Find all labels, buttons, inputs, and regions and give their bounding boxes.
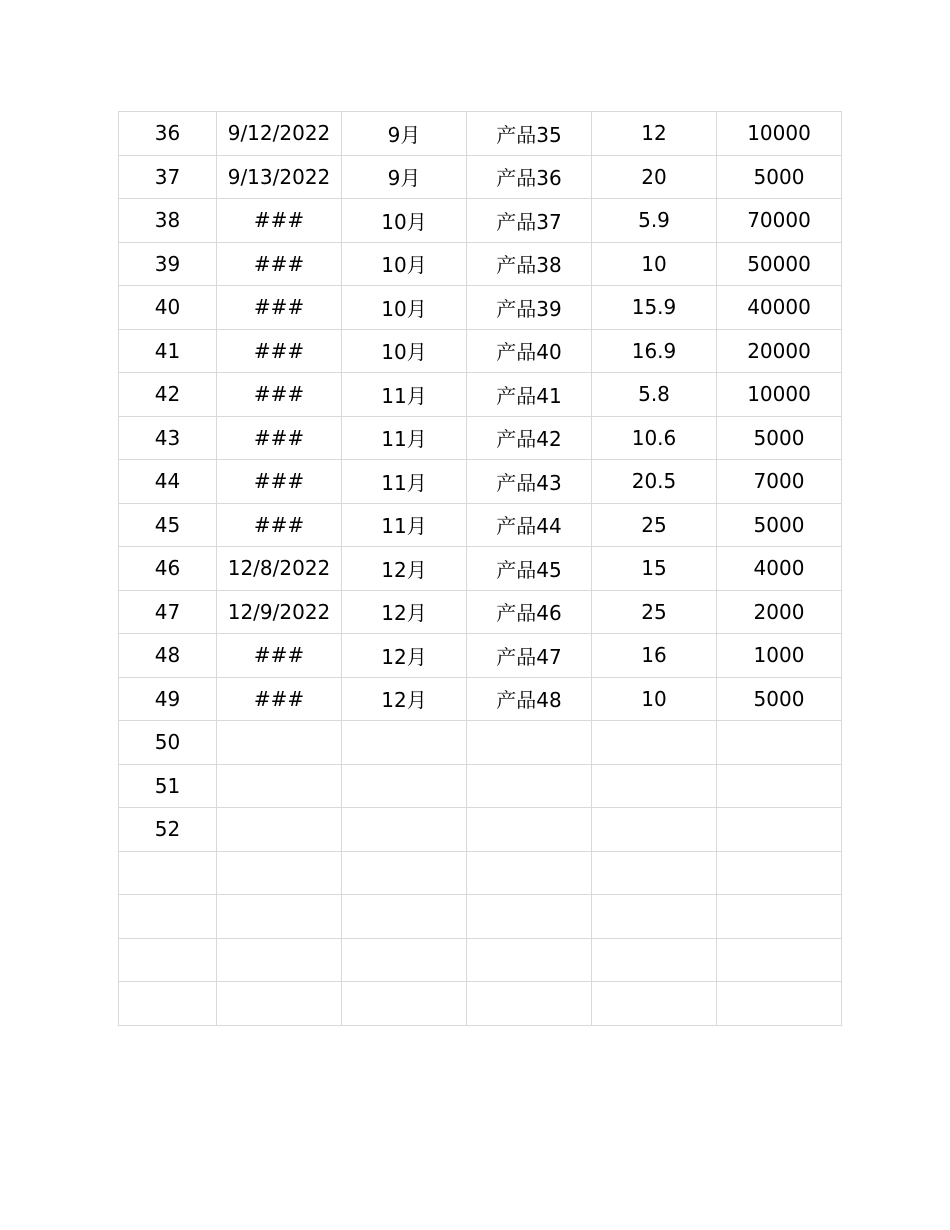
table-row [119,677,842,721]
product-cell: 产品48 [467,677,592,721]
row-index-cell: 48 [119,634,217,678]
quantity-cell: 5000 [717,416,842,460]
quantity-cell: 20000 [717,329,842,373]
date-cell: 12/8/2022 [217,547,342,591]
price-cell [592,895,717,939]
price-cell: 15.9 [592,286,717,330]
row-index-cell: 39 [119,242,217,286]
month-cell: 12月 [342,547,467,591]
product-cell [467,764,592,808]
quantity-cell: 4000 [717,547,842,591]
row-index-cell: 46 [119,547,217,591]
row-index-cell [119,895,217,939]
date-cell: ### [217,242,342,286]
price-cell: 10 [592,677,717,721]
month-cell: 9月 [342,155,467,199]
product-cell [467,938,592,982]
date-cell: ### [217,416,342,460]
row-index-cell: 49 [119,677,217,721]
product-cell: 产品38 [467,242,592,286]
table-row [119,590,842,634]
month-cell: 11月 [342,503,467,547]
date-cell: ### [217,634,342,678]
date-cell: 9/13/2022 [217,155,342,199]
month-cell: 10月 [342,199,467,243]
quantity-cell: 5000 [717,503,842,547]
row-index-cell [119,851,217,895]
row-index-cell: 45 [119,503,217,547]
quantity-cell: 10000 [717,112,842,156]
price-cell: 16.9 [592,329,717,373]
quantity-cell [717,764,842,808]
month-cell: 10月 [342,242,467,286]
table-row [119,721,842,765]
table-row [119,764,842,808]
price-cell: 16 [592,634,717,678]
table-row [119,286,842,330]
month-cell: 11月 [342,460,467,504]
date-cell: ### [217,677,342,721]
month-cell: 10月 [342,286,467,330]
row-index-cell: 41 [119,329,217,373]
date-cell [217,764,342,808]
date-cell: 12/9/2022 [217,590,342,634]
table-row [119,895,842,939]
month-cell: 12月 [342,634,467,678]
date-cell: ### [217,503,342,547]
row-index-cell: 44 [119,460,217,504]
quantity-cell: 5000 [717,155,842,199]
price-cell [592,764,717,808]
month-cell [342,982,467,1026]
row-index-cell: 47 [119,590,217,634]
date-cell [217,851,342,895]
price-cell: 5.8 [592,373,717,417]
price-cell: 10.6 [592,416,717,460]
table-row [119,547,842,591]
price-cell: 12 [592,112,717,156]
table-row [119,112,842,156]
quantity-cell [717,895,842,939]
date-cell: ### [217,286,342,330]
table-row [119,938,842,982]
quantity-cell [717,808,842,852]
quantity-cell: 70000 [717,199,842,243]
quantity-cell: 1000 [717,634,842,678]
price-cell: 10 [592,242,717,286]
table-row [119,416,842,460]
price-cell [592,938,717,982]
product-cell: 产品44 [467,503,592,547]
table-row [119,851,842,895]
date-cell [217,721,342,765]
date-cell: ### [217,199,342,243]
product-cell: 产品35 [467,112,592,156]
product-cell: 产品43 [467,460,592,504]
product-cell [467,851,592,895]
quantity-cell [717,982,842,1026]
table-row [119,242,842,286]
table-row [119,329,842,373]
quantity-cell: 50000 [717,242,842,286]
price-cell: 20 [592,155,717,199]
quantity-cell: 7000 [717,460,842,504]
quantity-cell [717,938,842,982]
product-cell: 产品40 [467,329,592,373]
product-cell: 产品45 [467,547,592,591]
quantity-cell: 5000 [717,677,842,721]
row-index-cell: 38 [119,199,217,243]
product-cell: 产品42 [467,416,592,460]
price-cell: 15 [592,547,717,591]
quantity-cell [717,721,842,765]
table-row [119,155,842,199]
table-row [119,982,842,1026]
product-cell [467,895,592,939]
quantity-cell [717,851,842,895]
row-index-cell: 52 [119,808,217,852]
table-row [119,199,842,243]
table-body [119,112,842,1026]
month-cell: 10月 [342,329,467,373]
date-cell: ### [217,373,342,417]
table-row [119,460,842,504]
product-cell: 产品41 [467,373,592,417]
month-cell [342,895,467,939]
month-cell: 9月 [342,112,467,156]
product-cell: 产品46 [467,590,592,634]
product-cell: 产品37 [467,199,592,243]
table-row [119,634,842,678]
month-cell [342,721,467,765]
table-row [119,808,842,852]
row-index-cell [119,982,217,1026]
row-index-cell: 36 [119,112,217,156]
price-cell: 20.5 [592,460,717,504]
price-cell [592,808,717,852]
month-cell: 11月 [342,416,467,460]
price-cell: 25 [592,590,717,634]
month-cell: 12月 [342,590,467,634]
price-cell [592,721,717,765]
date-cell: ### [217,329,342,373]
quantity-cell: 2000 [717,590,842,634]
row-index-cell [119,938,217,982]
row-index-cell: 43 [119,416,217,460]
date-cell [217,938,342,982]
date-cell: 9/12/2022 [217,112,342,156]
date-cell: ### [217,460,342,504]
product-cell [467,721,592,765]
row-index-cell: 51 [119,764,217,808]
row-index-cell: 42 [119,373,217,417]
month-cell [342,808,467,852]
row-index-cell: 50 [119,721,217,765]
month-cell [342,851,467,895]
month-cell [342,938,467,982]
price-cell: 5.9 [592,199,717,243]
product-cell [467,808,592,852]
price-cell [592,851,717,895]
price-cell: 25 [592,503,717,547]
month-cell: 12月 [342,677,467,721]
table-row [119,503,842,547]
row-index-cell: 40 [119,286,217,330]
month-cell: 11月 [342,373,467,417]
date-cell [217,982,342,1026]
table-row [119,373,842,417]
date-cell [217,895,342,939]
quantity-cell: 40000 [717,286,842,330]
product-cell: 产品36 [467,155,592,199]
quantity-cell: 10000 [717,373,842,417]
data-table [118,111,842,1026]
row-index-cell: 37 [119,155,217,199]
price-cell [592,982,717,1026]
month-cell [342,764,467,808]
product-cell [467,982,592,1026]
product-cell: 产品39 [467,286,592,330]
date-cell [217,808,342,852]
product-cell: 产品47 [467,634,592,678]
